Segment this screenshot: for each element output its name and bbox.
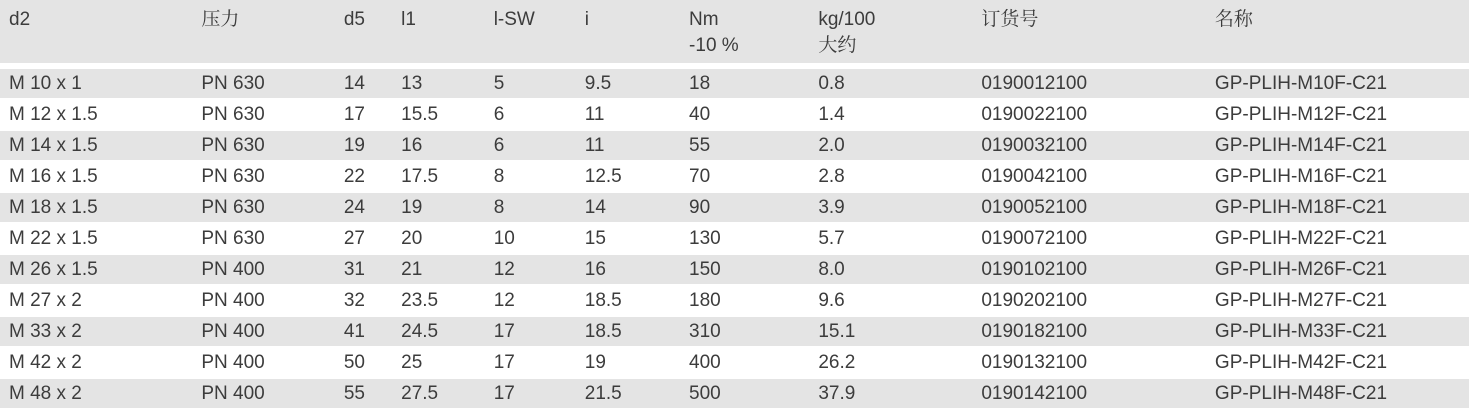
table-cell: 17.5	[395, 161, 488, 192]
table-cell: 9.6	[812, 285, 975, 316]
column-label: l1	[401, 9, 416, 30]
table-cell: GP-PLIH-M22F-C21	[1209, 223, 1469, 254]
table-cell: 0190202100	[975, 285, 1209, 316]
table-row	[0, 285, 1469, 316]
table-cell: GP-PLIH-M18F-C21	[1209, 192, 1469, 223]
table-row	[0, 223, 1469, 254]
table-cell: 11	[579, 99, 683, 130]
table-cell: 17	[488, 316, 579, 347]
table-cell: 50	[338, 347, 395, 378]
column-header	[1209, 0, 1469, 66]
table-cell: 19	[338, 130, 395, 161]
table-body	[0, 66, 1469, 409]
column-header	[488, 0, 579, 66]
table-cell: GP-PLIH-M48F-C21	[1209, 378, 1469, 409]
table-cell: 40	[683, 99, 812, 130]
table-cell: 12	[488, 254, 579, 285]
table-cell: 24	[338, 192, 395, 223]
column-label: i	[584, 9, 589, 30]
table-cell: GP-PLIH-M42F-C21	[1209, 347, 1469, 378]
table-cell: 400	[683, 347, 812, 378]
table-cell: PN 630	[195, 66, 337, 99]
table-cell: PN 630	[195, 223, 337, 254]
table-cell: M 16 x 1.5	[0, 161, 195, 192]
table-cell: GP-PLIH-M26F-C21	[1209, 254, 1469, 285]
table-cell: GP-PLIH-M16F-C21	[1209, 161, 1469, 192]
table-cell: 5	[488, 66, 579, 99]
table-cell: 90	[683, 192, 812, 223]
table-row	[0, 161, 1469, 192]
column-label: Nm	[689, 9, 719, 30]
table-cell: M 18 x 1.5	[0, 192, 195, 223]
table-row	[0, 316, 1469, 347]
table-cell: 31	[338, 254, 395, 285]
table-cell: 23.5	[395, 285, 488, 316]
table-cell: 0190182100	[975, 316, 1209, 347]
table-cell: GP-PLIH-M27F-C21	[1209, 285, 1469, 316]
table-cell: 32	[338, 285, 395, 316]
table-cell: 24.5	[395, 316, 488, 347]
column-label: 名称	[1214, 9, 1253, 30]
table-cell: 0190132100	[975, 347, 1209, 378]
table-cell: PN 630	[195, 161, 337, 192]
table-cell: 0190052100	[975, 192, 1209, 223]
table-cell: 14	[579, 192, 683, 223]
table-cell: 1.4	[812, 99, 975, 130]
table-cell: 2.0	[812, 130, 975, 161]
table-cell: 0190042100	[975, 161, 1209, 192]
table-cell: 6	[488, 99, 579, 130]
table-cell: 17	[488, 378, 579, 409]
column-header	[975, 0, 1209, 66]
table-cell: 41	[338, 316, 395, 347]
table-cell: 26.2	[812, 347, 975, 378]
table-cell: 55	[683, 130, 812, 161]
table-cell: 22	[338, 161, 395, 192]
table-cell: M 10 x 1	[0, 66, 195, 99]
table-cell: 0190142100	[975, 378, 1209, 409]
table-cell: 180	[683, 285, 812, 316]
table-cell: 130	[683, 223, 812, 254]
table-cell: 15.5	[395, 99, 488, 130]
table-cell: 18	[683, 66, 812, 99]
table-cell: 20	[395, 223, 488, 254]
table-cell: 8.0	[812, 254, 975, 285]
table-cell: M 26 x 1.5	[0, 254, 195, 285]
table-cell: 9.5	[579, 66, 683, 99]
table-cell: 37.9	[812, 378, 975, 409]
table-cell: 13	[395, 66, 488, 99]
table-cell: PN 400	[195, 316, 337, 347]
table-cell: 0190012100	[975, 66, 1209, 99]
column-label: l-SW	[493, 9, 535, 30]
header-row	[0, 0, 1469, 66]
column-header	[395, 0, 488, 66]
column-header	[0, 0, 195, 66]
table-cell: PN 400	[195, 285, 337, 316]
table-cell: 55	[338, 378, 395, 409]
table-cell: 27.5	[395, 378, 488, 409]
column-sublabel: -10 %	[689, 35, 739, 56]
table-row	[0, 66, 1469, 99]
table-cell: 2.8	[812, 161, 975, 192]
column-header	[338, 0, 395, 66]
column-label: d2	[9, 9, 31, 30]
table-cell: 18.5	[579, 285, 683, 316]
table-cell: GP-PLIH-M33F-C21	[1209, 316, 1469, 347]
table-cell: 12	[488, 285, 579, 316]
table-cell: 19	[579, 347, 683, 378]
table-cell: M 12 x 1.5	[0, 99, 195, 130]
table-cell: PN 400	[195, 254, 337, 285]
table-cell: PN 630	[195, 130, 337, 161]
table-cell: GP-PLIH-M14F-C21	[1209, 130, 1469, 161]
table-cell: 0190022100	[975, 99, 1209, 130]
table-row	[0, 99, 1469, 130]
column-label: 压力	[201, 9, 240, 30]
table-cell: 500	[683, 378, 812, 409]
table-cell: PN 400	[195, 347, 337, 378]
table-cell: 3.9	[812, 192, 975, 223]
table-cell: PN 630	[195, 99, 337, 130]
table-cell: M 22 x 1.5	[0, 223, 195, 254]
table-cell: 8	[488, 161, 579, 192]
table-cell: 19	[395, 192, 488, 223]
table-cell: 12.5	[579, 161, 683, 192]
column-label: d5	[343, 9, 365, 30]
table-cell: 5.7	[812, 223, 975, 254]
table-cell: 25	[395, 347, 488, 378]
column-sublabel: 大约	[818, 35, 857, 56]
table-cell: 15	[579, 223, 683, 254]
table-cell: M 33 x 2	[0, 316, 195, 347]
table-row	[0, 378, 1469, 409]
table-cell: M 27 x 2	[0, 285, 195, 316]
table-header	[0, 0, 1469, 66]
table-cell: 150	[683, 254, 812, 285]
table-cell: 16	[395, 130, 488, 161]
table-cell: 0190072100	[975, 223, 1209, 254]
table-cell: 17	[338, 99, 395, 130]
table-cell: 17	[488, 347, 579, 378]
table-row	[0, 254, 1469, 285]
table-cell: PN 630	[195, 192, 337, 223]
table-cell: 16	[579, 254, 683, 285]
table-cell: 0190032100	[975, 130, 1209, 161]
table-cell: GP-PLIH-M12F-C21	[1209, 99, 1469, 130]
table-cell: 8	[488, 192, 579, 223]
table-cell: PN 400	[195, 378, 337, 409]
table-cell: 27	[338, 223, 395, 254]
table-cell: 15.1	[812, 316, 975, 347]
table-cell: 11	[579, 130, 683, 161]
column-header	[812, 0, 975, 66]
column-label: 订货号	[981, 9, 1039, 30]
table-cell: GP-PLIH-M10F-C21	[1209, 66, 1469, 99]
table-cell: M 48 x 2	[0, 378, 195, 409]
column-header	[683, 0, 812, 66]
table-cell: 70	[683, 161, 812, 192]
table-cell: 0190102100	[975, 254, 1209, 285]
column-header	[579, 0, 683, 66]
table-row	[0, 130, 1469, 161]
table-cell: M 42 x 2	[0, 347, 195, 378]
table-cell: 21	[395, 254, 488, 285]
table-cell: 18.5	[579, 316, 683, 347]
column-label: kg/100	[818, 9, 876, 30]
table-cell: 14	[338, 66, 395, 99]
table-cell: M 14 x 1.5	[0, 130, 195, 161]
table-row	[0, 347, 1469, 378]
table-cell: 310	[683, 316, 812, 347]
table-cell: 10	[488, 223, 579, 254]
table-cell: 6	[488, 130, 579, 161]
table-row	[0, 192, 1469, 223]
column-header	[195, 0, 337, 66]
table-cell: 21.5	[579, 378, 683, 409]
table-cell: 0.8	[812, 66, 975, 99]
